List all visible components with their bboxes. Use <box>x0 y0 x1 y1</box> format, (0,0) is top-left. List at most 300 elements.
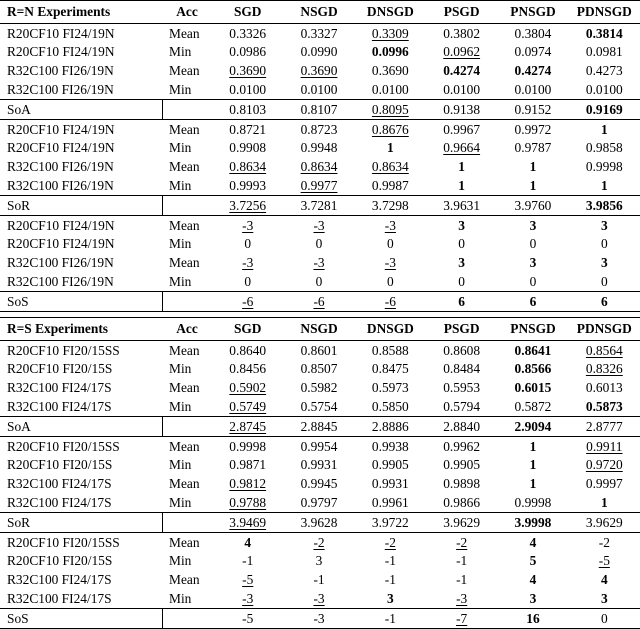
value-cell <box>283 456 354 475</box>
worst-value: 0.9720 <box>585 457 623 473</box>
experiment-name: R20CF10 FI20/15SS <box>0 436 162 455</box>
table-row <box>0 475 640 494</box>
experiment-name: R20CF10 FI20/15SS <box>0 341 162 360</box>
value: 0.9898 <box>443 476 481 492</box>
value-cell <box>569 397 640 416</box>
value-cell <box>283 100 354 120</box>
value-cell <box>569 609 640 629</box>
worst-value: -6 <box>242 293 254 309</box>
value: -1 <box>313 572 325 588</box>
worst-value: 0.8564 <box>585 342 623 358</box>
acc-type: Mean <box>162 436 212 455</box>
value-cell <box>569 176 640 195</box>
value: 0 <box>315 274 323 290</box>
experiment-name: R32C100 FI24/17S <box>7 380 112 396</box>
value: 0.9858 <box>585 140 623 156</box>
value-cell <box>212 436 283 455</box>
table-row <box>0 24 640 43</box>
value: 0.9787 <box>514 140 552 156</box>
acc-type <box>162 100 212 120</box>
value-cell <box>212 235 283 254</box>
value: 0.8107 <box>300 101 338 117</box>
worst-value: 0.8676 <box>371 121 409 137</box>
value: 2.8777 <box>585 418 623 434</box>
value-cell <box>283 552 354 571</box>
value-cell <box>497 493 568 512</box>
best-value: 1 <box>600 495 608 511</box>
value: -1 <box>384 553 396 569</box>
worst-value: 0.9788 <box>229 495 267 511</box>
acc-type: Min <box>169 495 192 511</box>
acc-type: Min <box>169 361 192 377</box>
worst-value: 0.3690 <box>229 63 267 79</box>
best-value: 3 <box>458 255 465 271</box>
acc-header: Acc <box>162 318 212 341</box>
table-row <box>0 341 640 360</box>
value: 0.5794 <box>443 399 481 415</box>
value: 3.9631 <box>443 197 481 213</box>
value-cell <box>497 254 568 273</box>
value-cell <box>569 254 640 273</box>
best-value: 5 <box>529 553 537 569</box>
table-row <box>0 360 640 379</box>
value-cell <box>212 43 283 62</box>
value-cell <box>283 62 354 81</box>
value-cell <box>569 292 640 312</box>
summary-row <box>0 417 640 437</box>
value: 0 <box>315 236 323 252</box>
value-cell <box>212 62 283 81</box>
value-cell <box>426 119 497 138</box>
summary-row <box>0 100 640 120</box>
table-row <box>0 43 640 62</box>
experiment-name: R20CF10 FI24/19N <box>0 24 162 43</box>
best-value: 1 <box>529 178 537 194</box>
value: 0.0100 <box>443 82 481 98</box>
worst-value: -3 <box>242 255 254 271</box>
table-row <box>0 456 640 475</box>
experiment-name: R20CF10 FI20/15S <box>7 457 113 473</box>
best-value: 1 <box>529 438 537 454</box>
acc-type <box>162 292 212 312</box>
value-cell <box>355 341 426 360</box>
value-cell <box>355 532 426 551</box>
value: -1 <box>242 553 254 569</box>
best-value: 0.5873 <box>585 399 623 415</box>
value-cell <box>569 215 640 234</box>
value-cell <box>569 62 640 81</box>
value-cell <box>283 254 354 273</box>
value: 3.9722 <box>371 514 409 530</box>
experiment-name: R32C100 FI24/17S <box>7 572 112 588</box>
value: 0.9871 <box>229 457 267 473</box>
table-row <box>0 493 640 512</box>
value-cell <box>355 43 426 62</box>
value: 3.7298 <box>371 197 409 213</box>
worst-value: 0.9812 <box>229 476 267 492</box>
experiment-name: R32C100 FI24/17S <box>7 591 112 607</box>
value-cell <box>497 100 568 120</box>
summary-row <box>0 292 640 312</box>
best-value: 3 <box>529 591 537 607</box>
value: 0.9948 <box>300 140 338 156</box>
value-cell <box>497 360 568 379</box>
value-cell <box>283 532 354 551</box>
value: 0.8723 <box>300 121 338 137</box>
value-cell <box>497 80 568 99</box>
worst-value: -3 <box>242 217 254 233</box>
value: -5 <box>242 610 254 626</box>
value: 0.8475 <box>371 361 409 377</box>
best-value: 1 <box>458 159 465 175</box>
value-cell <box>212 254 283 273</box>
experiment-name: R32C100 FI26/19N <box>7 82 114 98</box>
acc-type: Min <box>169 399 192 415</box>
value-cell <box>426 417 497 437</box>
experiment-name: R20CF10 FI20/15SS <box>0 532 162 551</box>
table-row <box>0 272 640 291</box>
worst-value: -3 <box>313 591 325 607</box>
value: -1 <box>456 553 468 569</box>
value: 0.0974 <box>514 44 552 60</box>
value-cell <box>212 571 283 590</box>
value: 3.9760 <box>514 197 552 213</box>
best-value: 3 <box>600 255 608 271</box>
value-cell <box>212 552 283 571</box>
value-cell <box>355 379 426 398</box>
acc-type: Mean <box>162 24 212 43</box>
best-value: 1 <box>600 121 608 137</box>
value-cell <box>355 609 426 629</box>
value-cell <box>355 196 426 216</box>
table-r-equals-n <box>0 0 640 312</box>
column-header-pnsgd: PNSGD <box>497 1 568 24</box>
value-cell <box>426 493 497 512</box>
best-value: 3 <box>600 217 608 233</box>
column-header-psgd: PSGD <box>426 318 497 341</box>
worst-value: 0.9977 <box>300 178 338 194</box>
acc-type: Min <box>169 178 192 194</box>
summary-label: SoR <box>0 196 162 216</box>
experiment-name: R20CF10 FI24/19N <box>7 44 115 60</box>
value: 0.0100 <box>229 82 267 98</box>
value-cell <box>283 513 354 533</box>
value: 0.0100 <box>371 82 409 98</box>
value-cell <box>355 589 426 608</box>
acc-type <box>162 609 212 629</box>
value-cell <box>355 215 426 234</box>
value: 0.3690 <box>371 63 409 79</box>
worst-value: -6 <box>313 293 325 309</box>
value: 0.6013 <box>585 380 623 396</box>
best-value: 3.9998 <box>514 514 552 530</box>
value: 0.8456 <box>229 361 267 377</box>
acc-type: Min <box>169 553 192 569</box>
summary-row <box>0 196 640 216</box>
value-cell <box>212 215 283 234</box>
best-value: 1 <box>529 159 537 175</box>
column-header-dnsgd: DNSGD <box>355 1 426 24</box>
value-cell <box>212 119 283 138</box>
table-row <box>0 589 640 608</box>
value: 0.0100 <box>300 82 338 98</box>
value-cell <box>355 254 426 273</box>
value-cell <box>569 475 640 494</box>
value-cell <box>497 571 568 590</box>
table-row <box>0 235 640 254</box>
value-cell <box>283 436 354 455</box>
value-cell <box>426 24 497 43</box>
experiments-header: R=N Experiments <box>0 1 162 24</box>
experiment-name: R32C100 FI24/17S <box>7 399 112 415</box>
value-cell <box>497 397 568 416</box>
column-header-sgd: SGD <box>212 318 283 341</box>
value-cell <box>355 571 426 590</box>
value-cell <box>212 379 283 398</box>
value-cell <box>355 552 426 571</box>
value-cell <box>283 119 354 138</box>
value-cell <box>212 80 283 99</box>
value-cell <box>497 119 568 138</box>
value: 0.9998 <box>229 438 267 454</box>
table-row <box>0 379 640 398</box>
value: 0.9931 <box>300 457 338 473</box>
summary-label: SoS <box>0 609 162 629</box>
value-cell <box>569 43 640 62</box>
value-cell <box>355 513 426 533</box>
header-row <box>0 318 640 341</box>
value-cell <box>497 196 568 216</box>
value-cell <box>212 292 283 312</box>
value-cell <box>426 176 497 195</box>
value-cell <box>355 417 426 437</box>
value: 0.9866 <box>443 495 481 511</box>
best-value: 3 <box>529 255 537 271</box>
value-cell <box>355 456 426 475</box>
value: 0 <box>386 274 394 290</box>
worst-value: 0.5902 <box>229 380 267 396</box>
value-cell <box>212 341 283 360</box>
value-cell <box>212 176 283 195</box>
value-cell <box>283 379 354 398</box>
value-cell <box>426 62 497 81</box>
worst-value: 0.9664 <box>443 140 481 156</box>
worst-value: -3 <box>313 217 325 233</box>
value-cell <box>426 436 497 455</box>
value: 0.4273 <box>585 63 623 79</box>
value-cell <box>355 292 426 312</box>
value-cell <box>497 215 568 234</box>
worst-value: -3 <box>384 255 396 271</box>
value-cell <box>426 456 497 475</box>
best-value: 3 <box>458 217 465 233</box>
value-cell <box>569 513 640 533</box>
value-cell <box>283 493 354 512</box>
value-cell <box>283 80 354 99</box>
best-value: 0.4274 <box>443 63 481 79</box>
worst-value: -3 <box>384 217 396 233</box>
value-cell <box>497 589 568 608</box>
value-cell <box>212 360 283 379</box>
value-cell <box>355 100 426 120</box>
acc-type: Min <box>169 591 192 607</box>
value-cell <box>569 158 640 177</box>
value-cell <box>212 397 283 416</box>
column-header-nsgd: NSGD <box>283 1 354 24</box>
value-cell <box>426 532 497 551</box>
table-row <box>0 80 640 99</box>
table-row <box>0 571 640 590</box>
value-cell <box>569 379 640 398</box>
value: 0.8640 <box>229 342 267 358</box>
value-cell <box>426 609 497 629</box>
value-cell <box>212 513 283 533</box>
value: 0.9998 <box>514 495 552 511</box>
experiment-name: R20CF10 FI24/19N <box>0 215 162 234</box>
best-value: 3 <box>600 591 608 607</box>
value-cell <box>569 235 640 254</box>
best-value: 3 <box>386 591 394 607</box>
worst-value: 2.8745 <box>229 418 267 434</box>
value-cell <box>569 80 640 99</box>
best-value: 0.8641 <box>514 342 552 358</box>
best-value: 4 <box>244 534 252 550</box>
value: 0 <box>529 274 537 290</box>
value-cell <box>569 552 640 571</box>
value-cell <box>283 360 354 379</box>
best-value: 1 <box>529 457 537 473</box>
acc-type: Min <box>169 140 192 156</box>
worst-value: 0.3690 <box>300 63 338 79</box>
value-cell <box>283 475 354 494</box>
value-cell <box>497 417 568 437</box>
value-cell <box>497 292 568 312</box>
value-cell <box>283 417 354 437</box>
value-cell <box>426 139 497 158</box>
value: 0.8484 <box>443 361 481 377</box>
best-value: 6 <box>600 293 608 309</box>
value: 3.9629 <box>585 514 623 530</box>
value-cell <box>283 235 354 254</box>
value: 0.9972 <box>514 121 552 137</box>
value: 0.3802 <box>443 25 481 41</box>
value-cell <box>569 456 640 475</box>
table-row <box>0 215 640 234</box>
value: -3 <box>313 610 325 626</box>
table-row <box>0 436 640 455</box>
table-row <box>0 62 640 81</box>
table-row <box>0 139 640 158</box>
value-cell <box>497 235 568 254</box>
value: 0.9954 <box>300 438 338 454</box>
value-cell <box>569 417 640 437</box>
value: 0.9908 <box>229 140 267 156</box>
value-cell <box>355 272 426 291</box>
value-cell <box>426 360 497 379</box>
value-cell <box>569 493 640 512</box>
value: 3.9629 <box>443 514 481 530</box>
value: 0.5953 <box>443 380 481 396</box>
best-value: 4 <box>600 572 608 588</box>
summary-row <box>0 513 640 533</box>
value-cell <box>212 456 283 475</box>
value: 0.9967 <box>443 121 481 137</box>
value-cell <box>283 43 354 62</box>
value: -1 <box>456 572 468 588</box>
value: 0.5850 <box>371 399 409 415</box>
value: 0.5982 <box>300 380 338 396</box>
value-cell <box>497 139 568 158</box>
value-cell <box>355 397 426 416</box>
worst-value: -2 <box>313 534 325 550</box>
value: 0.9962 <box>443 438 481 454</box>
value: 0.3804 <box>514 25 552 41</box>
value: 0 <box>600 274 608 290</box>
value-cell <box>569 360 640 379</box>
value-cell <box>426 292 497 312</box>
best-value: 16 <box>526 610 540 626</box>
value: -2 <box>598 534 610 550</box>
value: 0.9998 <box>585 159 623 175</box>
value-cell <box>426 254 497 273</box>
value-cell <box>497 379 568 398</box>
value-cell <box>426 158 497 177</box>
value-cell <box>426 571 497 590</box>
best-value: 3 <box>529 217 537 233</box>
value-cell <box>212 493 283 512</box>
value: 0.0981 <box>585 44 623 60</box>
value-cell <box>426 341 497 360</box>
value-cell <box>283 609 354 629</box>
value: 0.3327 <box>300 25 338 41</box>
value-cell <box>426 100 497 120</box>
value: 0.8721 <box>229 121 267 137</box>
value-cell <box>569 589 640 608</box>
worst-value: 0.8634 <box>371 159 409 175</box>
value: 0.9961 <box>371 495 409 511</box>
worst-value: 0.8634 <box>300 159 338 175</box>
value: 3.9628 <box>300 514 338 530</box>
value-cell <box>497 513 568 533</box>
value-cell <box>212 272 283 291</box>
value-cell <box>497 552 568 571</box>
table-row <box>0 532 640 551</box>
value: 0.9797 <box>300 495 338 511</box>
value: 0 <box>458 236 465 252</box>
worst-value: 0.8326 <box>585 361 623 377</box>
experiment-name: R32C100 FI24/17S <box>7 476 112 492</box>
acc-type <box>162 196 212 216</box>
value-cell <box>283 341 354 360</box>
value: 3 <box>315 553 323 569</box>
value: 0.0100 <box>585 82 623 98</box>
value-cell <box>355 139 426 158</box>
acc-type: Mean <box>169 380 200 396</box>
acc-type: Mean <box>162 341 212 360</box>
acc-type: Mean <box>162 119 212 138</box>
best-value: 6 <box>529 293 537 309</box>
value: 0.8507 <box>300 361 338 377</box>
best-value: 0.3814 <box>585 25 623 41</box>
best-value: 0.9169 <box>585 101 623 117</box>
acc-type: Min <box>169 236 192 252</box>
value-cell <box>212 24 283 43</box>
value-cell <box>426 397 497 416</box>
value: 2.8845 <box>300 418 338 434</box>
table-row <box>0 254 640 273</box>
value: 0.9152 <box>514 101 552 117</box>
value-cell <box>426 215 497 234</box>
